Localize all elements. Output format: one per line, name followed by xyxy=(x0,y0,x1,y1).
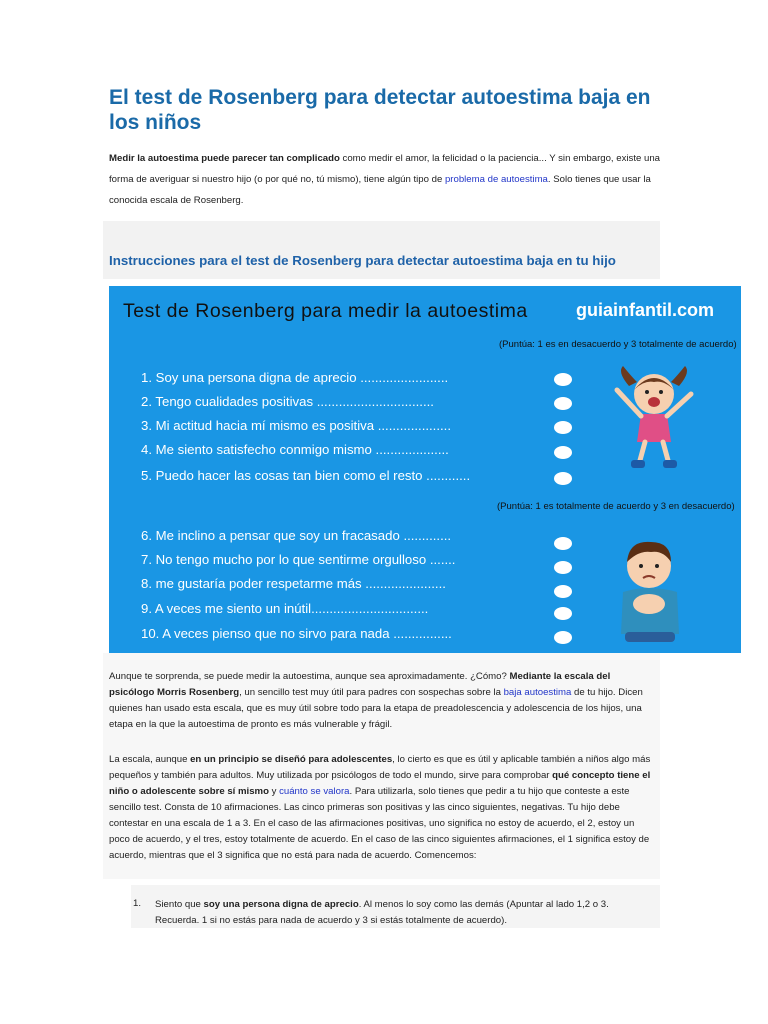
test-item: 4. Me siento satisfecho conmigo mismo .................... xyxy=(141,442,449,457)
body-text: La escala, aunque xyxy=(109,754,191,765)
test-item: 2. Tengo cualidades positivas ................................ xyxy=(141,394,434,409)
body-paragraph xyxy=(109,752,657,864)
answer-circle xyxy=(554,537,572,550)
answer-circle xyxy=(554,561,572,574)
sad-boy-illustration xyxy=(611,534,691,644)
test-item: 5. Puedo hacer las cosas tan bien como el resto ............ xyxy=(141,468,471,483)
test-item: 1. Soy una persona digna de aprecio ........................ xyxy=(141,370,449,385)
banner-title: Test de Rosenberg para medir la autoestima xyxy=(123,300,528,322)
answer-circle xyxy=(554,472,572,485)
body-text: de tu hijo. Dicen quienes han usado esta escala, que es muy útil sobre todo para la etapa de preadolescencia y adolescencia de los hijos, una etapa en la que la autoestima de pronto es más vulnerable y frágil. xyxy=(109,687,643,730)
body-text: , un sencillo test muy útil para padres con sospechas sobre la xyxy=(239,687,504,698)
happy-girl-illustration xyxy=(609,364,699,474)
answer-circle xyxy=(554,585,572,598)
body-bold: Mediante la escala del psicólogo Morris Rosenberg xyxy=(109,671,611,698)
page-title: El test de Rosenberg para detectar autoestima baja en los niños xyxy=(109,86,651,134)
baja-autoestima-link[interactable]: baja autoestima xyxy=(503,687,572,698)
body-paragraph xyxy=(109,669,657,733)
body-bold: qué concepto tiene el niño o adolescente sobre sí mismo xyxy=(109,770,651,797)
intro-text: como medir el amor, la felicidad o la paciencia... Y sin embargo, existe una forma de averiguar si nuestro hijo (o por qué no, tú mismo), tiene algún tipo de xyxy=(109,153,660,185)
brand-logo: guiainfantil.com xyxy=(576,300,715,320)
list-item xyxy=(155,897,655,929)
section-heading-panel xyxy=(103,221,660,279)
scale-note-positive: (Puntúa: 1 es en desacuerdo y 3 totalmente de acuerdo) xyxy=(499,339,737,350)
rosenberg-test-image xyxy=(109,286,741,653)
body-text: , lo cierto es que es útil y aplicable también a niños algo más pequeños y también para adultos. Muy utilizada por psicólogos de todo el mundo, sirve para comprobar xyxy=(109,754,651,781)
body-bold: en un principio se diseñó para adolescentes xyxy=(190,754,393,765)
section-heading: Instrucciones para el test de Rosenberg para detectar autoestima baja en tu hijo xyxy=(109,253,616,268)
answer-circle xyxy=(554,397,572,410)
list-bold: soy una persona digna de aprecio xyxy=(203,899,359,910)
answer-circle xyxy=(554,631,572,644)
list-text: . Al menos lo soy como las demás (Apuntar al lado 1,2 o 3. Recuerda. 1 si no estás para nada de acuerdo y 3 si estás totalmente de acuerdo). xyxy=(155,899,609,926)
test-item: 8. me gustaría poder respetarme más ...................... xyxy=(141,576,446,591)
intro-paragraph xyxy=(109,148,669,211)
body-text: . Para utilizarla, solo tienes que pedir a tu hijo que conteste a este sencillo test. Consta de 10 afirmaciones. Las cinco primeras son positivas y las cinco siguientes, negativas. Tu hijo debe contestar en una escala de 1 a 3. En el caso de las afirmaciones positivas, uno significa no estoy de acuerdo, el 2, estoy un poco de acuerdo, y el tres, estoy totalmente de acuerdo. En el caso de las cinco siguientes afirmaciones, el 1 significa estoy de acuerdo, mientras que el 3 significa que no está para nada de acuerdo. Comencemos: xyxy=(109,786,650,861)
body-text: y xyxy=(268,786,280,797)
answer-circle xyxy=(554,373,572,386)
body-text: Aunque te sorprenda, se puede medir la autoestima, aunque sea aproximadamente. ¿Cómo? xyxy=(109,671,510,682)
test-item: 7. No tengo mucho por lo que sentirme orgulloso ....... xyxy=(141,552,456,567)
intro-text-end: . Solo tienes que usar la conocida escala de Rosenberg. xyxy=(109,174,651,206)
test-item: 3. Mi actitud hacia mí mismo es positiva .................... xyxy=(141,418,452,433)
answer-circle xyxy=(554,446,572,459)
test-item: 6. Me inclino a pensar que soy un fracasado ............. xyxy=(141,528,452,543)
test-item: 10. A veces pienso que no sirvo para nada ................ xyxy=(141,626,452,641)
list-text: Siento que xyxy=(155,899,204,910)
answer-circle xyxy=(554,607,572,620)
list-number: 1. xyxy=(133,898,142,909)
cuanto-se-valora-link[interactable]: cuánto se valora xyxy=(279,786,350,797)
answer-circle xyxy=(554,421,572,434)
autoestima-problem-link[interactable]: problema de autoestima xyxy=(444,174,548,185)
scale-note-negative: (Puntúa: 1 es totalmente de acuerdo y 3 en desacuerdo) xyxy=(497,501,735,512)
test-item: 9. A veces me siento un inútil................................ xyxy=(141,601,429,616)
intro-bold-lead: Medir la autoestima puede parecer tan complicado xyxy=(109,153,340,164)
